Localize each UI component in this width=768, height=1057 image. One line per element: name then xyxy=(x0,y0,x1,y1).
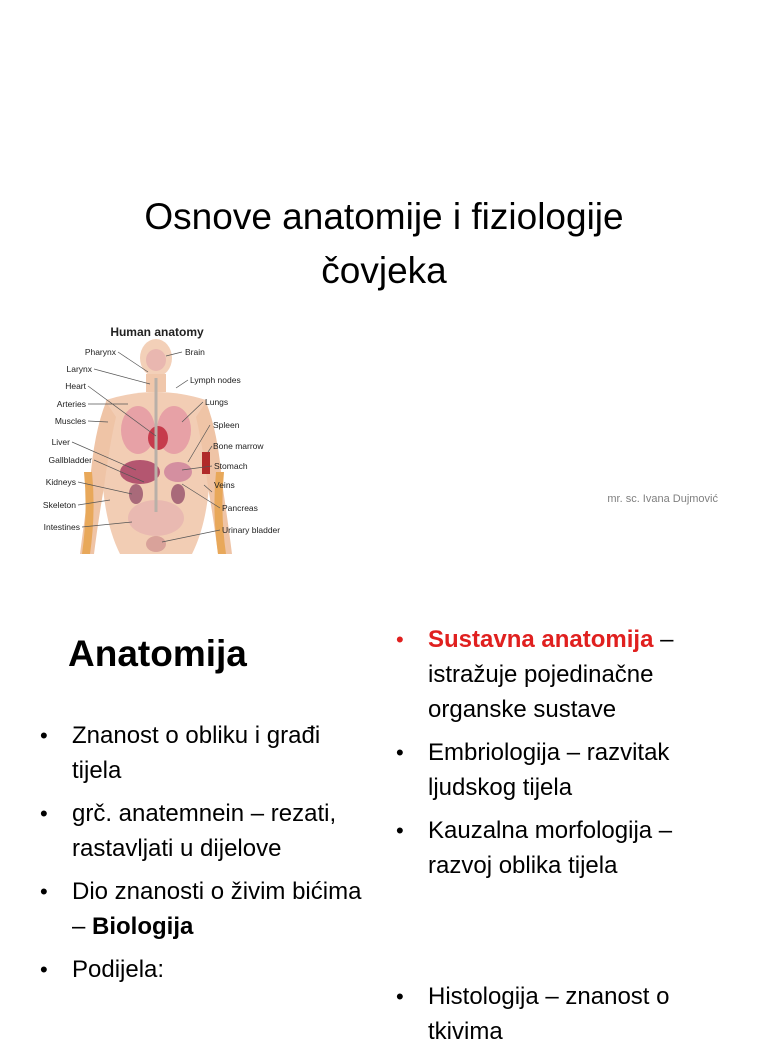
anatomy-diagram xyxy=(32,322,288,554)
title-line-1: Osnove anatomije i fiziologije xyxy=(144,196,624,237)
list-item: • Embriologija – razvitak ljudskog tijela xyxy=(396,735,736,805)
label-skeleton: Skeleton xyxy=(42,500,76,510)
label-spleen: Spleen xyxy=(213,420,240,430)
label-stomach: Stomach xyxy=(214,461,248,471)
list-item: • Sustavna anatomija – istražuje pojedinačne organske sustave xyxy=(396,622,736,727)
label-liver: Liver xyxy=(51,437,70,447)
label-bone-marrow: Bone marrow xyxy=(213,441,264,451)
label-urinary-bladder: Urinary bladder xyxy=(222,525,281,535)
label-larynx: Larynx xyxy=(66,364,92,374)
label-muscles: Muscles xyxy=(54,416,86,426)
label-intestines: Intestines xyxy=(43,522,80,532)
list-item: • Histologija – znanost o tkivima xyxy=(396,979,736,1049)
list-item: • Kauzalna morfologija – razvoj oblika tijela xyxy=(396,813,736,883)
label-heart: Heart xyxy=(65,381,86,391)
label-kidneys: Kidneys xyxy=(45,477,76,487)
section-title: Anatomija xyxy=(68,633,247,674)
label-brain: Brain xyxy=(185,347,205,357)
author-name: mr. sc. Ivana Dujmović xyxy=(607,493,718,505)
list-item: • grč. anatemnein – rezati, rastavljati u dijelove xyxy=(40,796,370,866)
label-lymph-nodes: Lymph nodes xyxy=(190,375,241,385)
label-gallbladder: Gallbladder xyxy=(48,455,92,465)
title-line-2: čovjeka xyxy=(321,250,447,291)
slide-title xyxy=(0,190,768,298)
label-pharynx: Pharynx xyxy=(84,347,116,357)
list-item: • Znanost o obliku i građi tijela xyxy=(40,718,370,788)
list-item: • Podijela: xyxy=(40,952,370,987)
right-bullet-list-continued xyxy=(396,979,736,1057)
right-bullet-list xyxy=(396,622,736,891)
human-anatomy-figure xyxy=(32,322,288,554)
label-lungs: Lungs xyxy=(205,397,229,407)
label-arteries: Arteries xyxy=(56,399,86,409)
figure-title: Human anatomy xyxy=(110,325,204,339)
label-veins: Veins xyxy=(214,480,235,490)
label-pancreas: Pancreas xyxy=(222,503,258,513)
list-item: • Dio znanosti o živim bićima – Biologija xyxy=(40,874,370,944)
left-bullet-list xyxy=(40,718,370,995)
